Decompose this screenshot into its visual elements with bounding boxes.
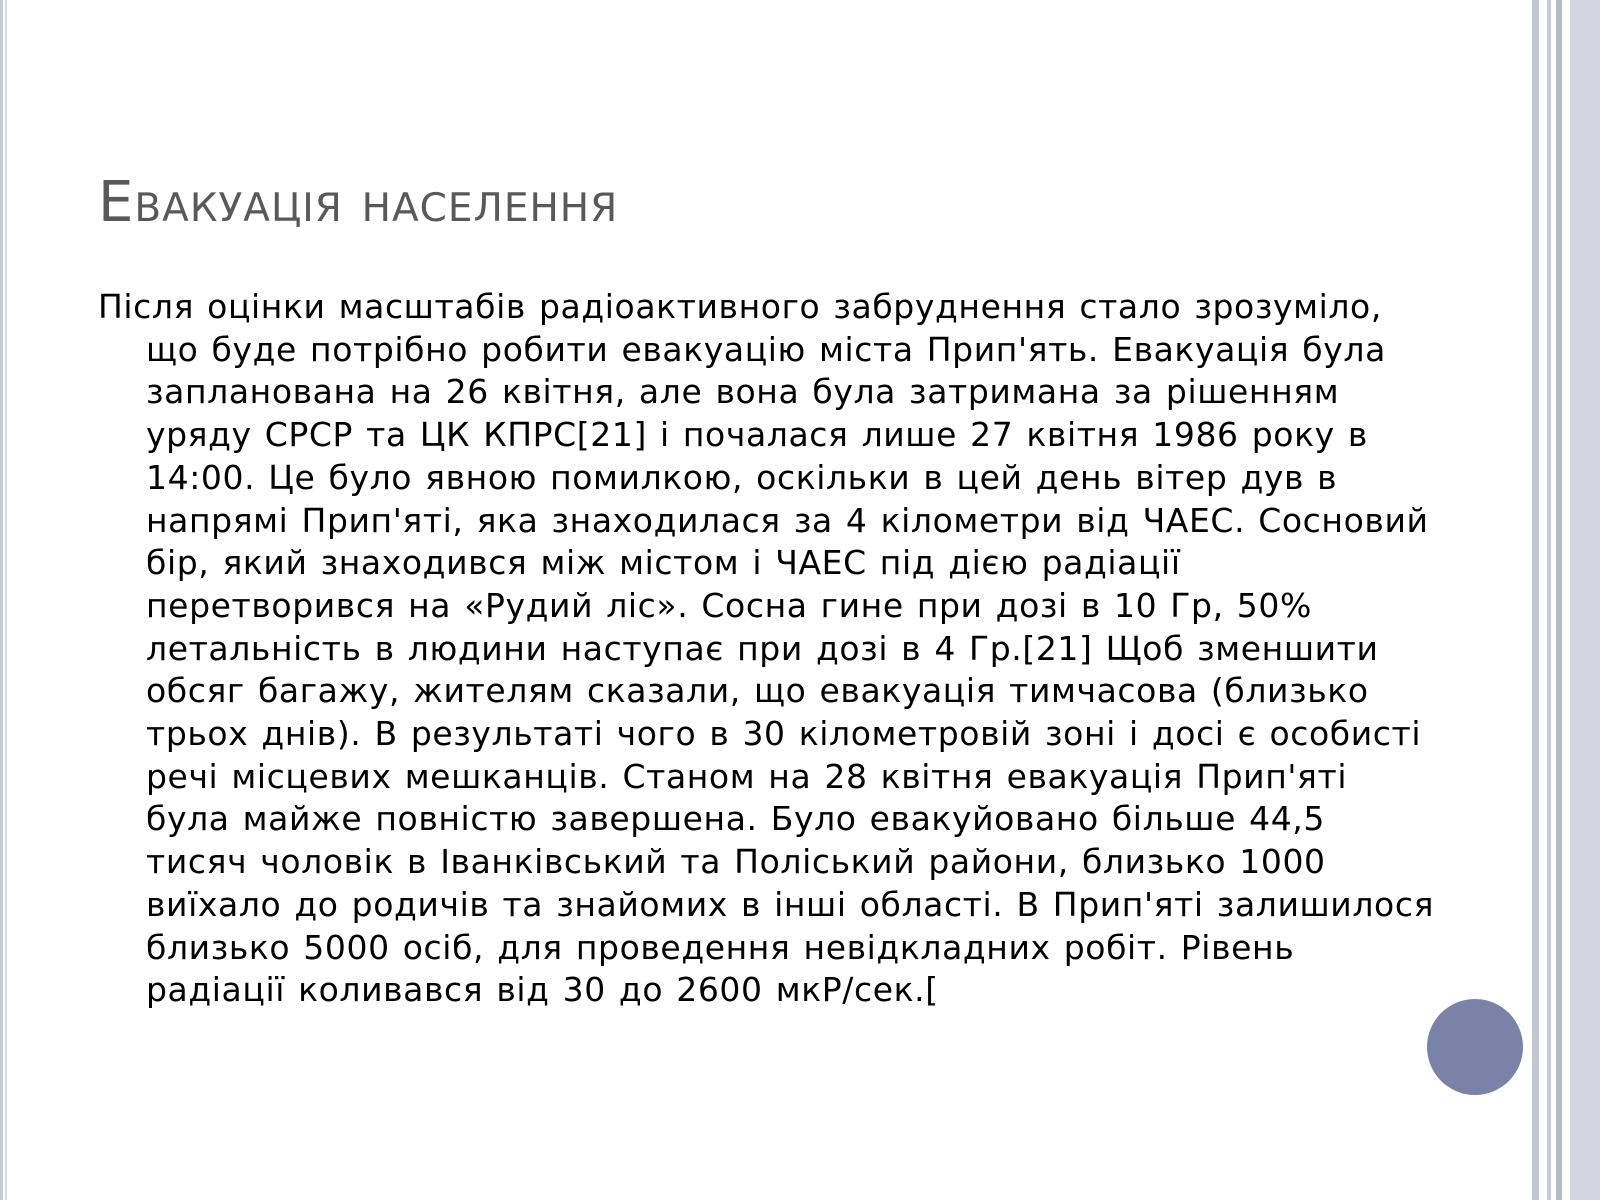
right-decor-line — [1532, 0, 1539, 1200]
left-border-stripe-inner — [5, 0, 7, 1200]
decorative-circle — [1427, 999, 1523, 1095]
slide-title: Евакуація населення — [98, 170, 619, 235]
slide-body-text: Після оцінки масштабів радіоактивного забруднення стало зрозуміло, що буде потрібно робити евакуацію міста Прип'ять. Евакуація була запланована на 26 квітня, але вона була затримана за рішенням уряду СРСР та ЦК КПРС[21] і почалася лише 27 квітня 1986 року в 14:00. Це було явною помилкою, оскільки в цей день вітер дув в напрямі Прип'яті, яка знаходилася за 4 кілометри від ЧАЕС. Сосновий бір, який знаходився між містом і ЧАЕС під дією радіації перетворився на «Рудий ліс». Сосна гине при дозі в 10 Гр, 50% летальність в людини наступає при дозі в 4 Гр.[21] Щоб зменшити обсяг багажу, жителям сказали, що евакуація тимчасова (близько трьох днів). В результаті чого в 30 кілометровій зоні і досі є особисті речі місцевих мешканців. Станом на 28 квітня евакуація Прип'яті була майже повністю завершена. Було евакуйовано більше 44,5 тисяч чоловік в Іванківський та Поліський райони, близько 1000 виїхало до родичів та знайомих в інші області. В Прип'яті залишилося близько 5000 осіб, для проведення невідкладних робіт. Рівень радіації коливався від 30 до 2600 мкР/сек.[ — [98, 287, 1435, 1010]
right-decor-line — [1547, 0, 1551, 1200]
right-decor-line — [1556, 0, 1562, 1200]
left-border-stripe — [0, 0, 3, 1200]
right-decor-line — [1570, 0, 1600, 1200]
